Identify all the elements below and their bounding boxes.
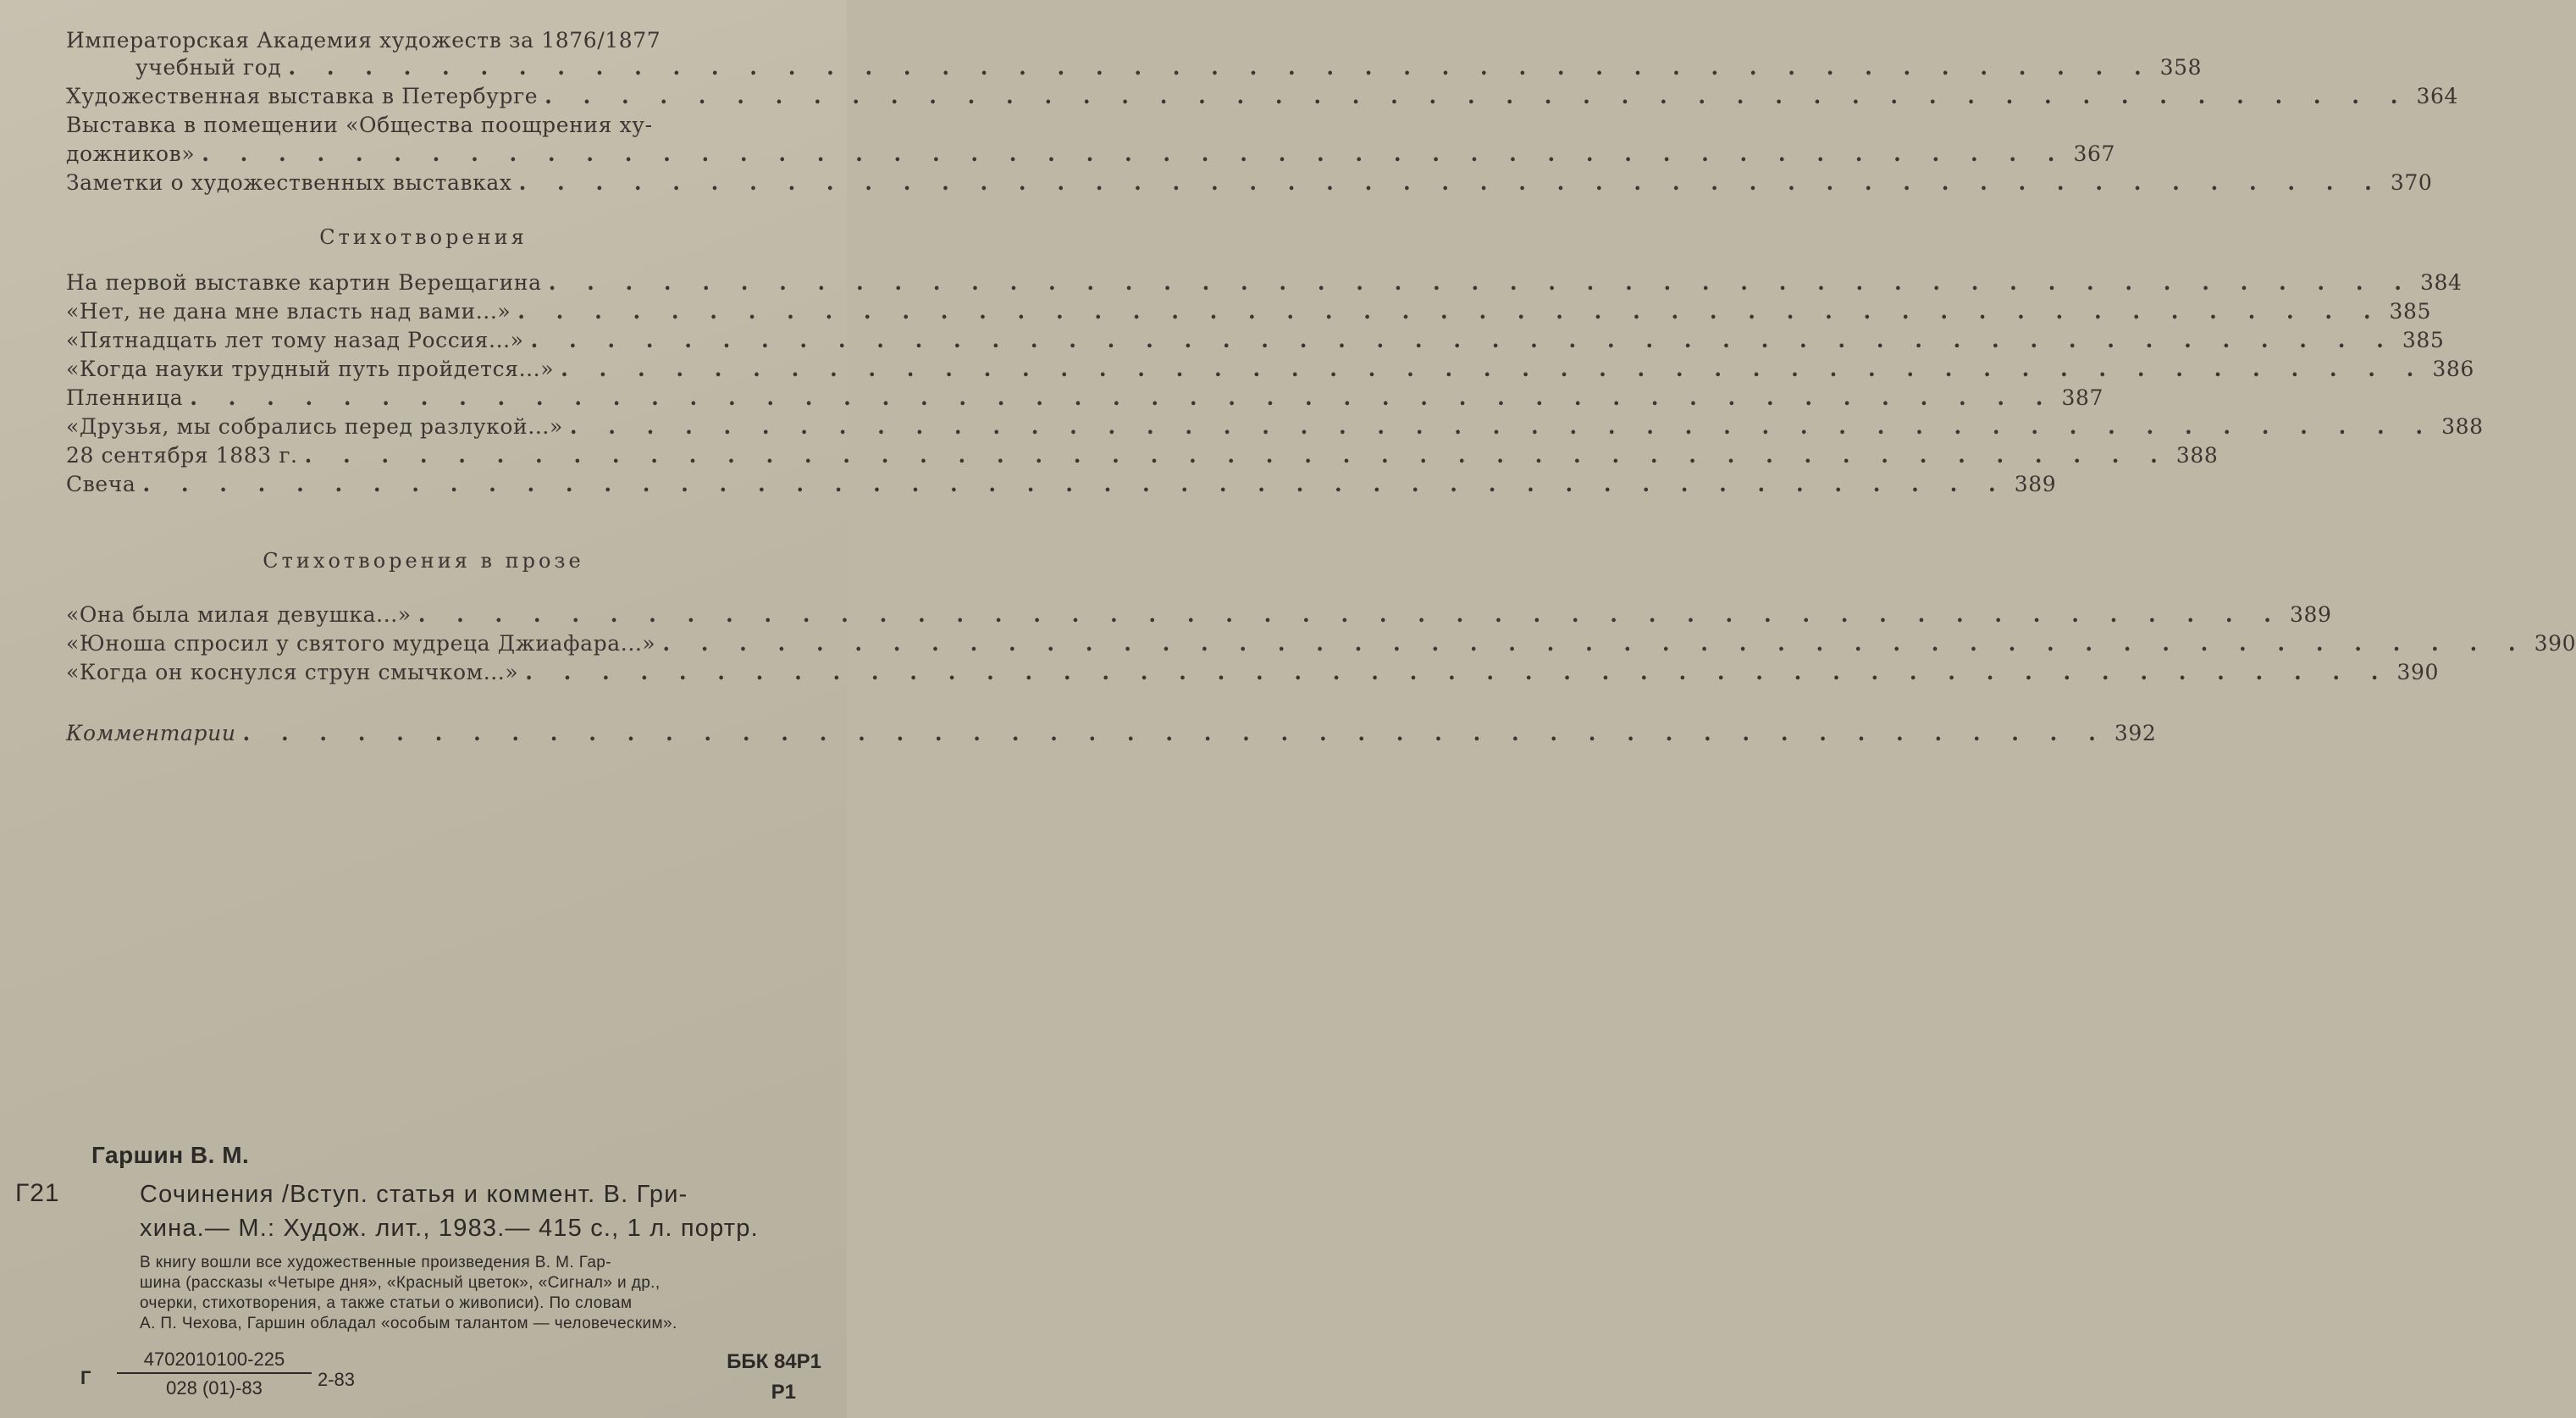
leader-dots: . . . . . . . . . . . . . . . . . . . . . . . . . . . . . . . . . . . . . . . . . . . . . . . . . (525, 660, 2391, 684)
toc-entry-academy (135, 53, 2203, 83)
leader-dots: . . . . . . . . . . . . . . . . . . . . . . . . . . . . . . . . . . . . . . . . . . . . . . . . . (242, 721, 2108, 745)
toc-entry-society (66, 139, 2116, 169)
toc-page-number: 385 (2389, 299, 2432, 324)
leader-dots: . . . . . . . . . . . . . . . . . . . . . . . . . . . . . . . . . . . . . . . . . . . . . . . . . (518, 170, 2384, 195)
catalog-author: Гаршин В. М. (91, 1142, 250, 1168)
toc-entry-title: 28 сентября 1883 г. (66, 443, 298, 468)
toc-entry-title: «Когда науки трудный путь пройдется...» (66, 357, 555, 381)
toc-page-number: 388 (2441, 414, 2484, 439)
toc-page-number: 386 (2432, 357, 2474, 381)
catalog-annotation-line: очерки, стихотворения, а также статьи о живописи). По словам (140, 1294, 633, 1312)
toc-page-number: 390 (2396, 660, 2440, 684)
catalog-mark: 2-83 (318, 1369, 356, 1390)
toc-page-number: 370 (2390, 170, 2433, 195)
toc-entry-title: «Она была милая девушка...» (66, 602, 412, 627)
toc-prose (66, 629, 2576, 659)
toc-page-number: 367 (2073, 141, 2116, 166)
toc-page-number: 358 (2159, 55, 2203, 80)
toc-page-number: 389 (2289, 602, 2332, 627)
leader-dots: . . . . . . . . . . . . . . . . . . . . . . . . . . . . . . . . . . . . . . . . . . . . . . . . . (569, 414, 2435, 439)
toc-page-number: 384 (2419, 270, 2463, 295)
leader-dots: . . . . . . . . . . . . . . . . . . . . . . . . . . . . . . . . . . . . . . . . . . . . . . . . . (288, 55, 2153, 80)
toc-entry-exhibition (66, 81, 2458, 112)
leader-dots: . . . . . . . . . . . . . . . . . . . . . . . . . . . . . . . . . . . . . . . . . . . . . . . . . (417, 602, 2283, 627)
catalog-annotation-line: шина (рассказы «Четыре дня», «Красный цветок», «Сигнал» и др., (140, 1274, 661, 1292)
leader-dots: . . . . . . . . . . . . . . . . . . . . . . . . . . . . . . . . . . . . . . . . . . . . . . . . . (202, 141, 2067, 166)
leader-dots: . . . . . . . . . . . . . . . . . . . . . . . . . . . . . . . . . . . . . . . . . . . . . . . . . (142, 472, 2008, 496)
toc-page-number: 389 (2014, 472, 2057, 496)
toc-poem (66, 440, 2219, 471)
toc-entry-academy-line1: Императорская Академия художеств за 1876/1877 (66, 28, 661, 53)
leader-dots: . . . . . . . . . . . . . . . . . . . . . . . . . . . . . . . . . . . . . . . . . . . . . . . . . (548, 270, 2413, 295)
toc-entry-title: Свеча (66, 472, 136, 496)
section-heading-poems: Стихотворения (319, 225, 528, 249)
toc-entry-title: «Юноша спросил у святого мудреца Джиафара...» (66, 631, 656, 656)
toc-entry-society-line1: Выставка в помещении «Общества поощрения ху- (66, 113, 653, 137)
toc-prose (66, 600, 2332, 630)
toc-poem (66, 296, 2432, 327)
toc-poem (66, 325, 2445, 356)
toc-page-number: 385 (2402, 328, 2445, 352)
fraction-denominator: 028 (01)-83 (166, 1377, 263, 1399)
catalog-index-letter: Г (80, 1367, 91, 1388)
toc-page-number: 364 (2416, 84, 2458, 108)
toc-prose (66, 657, 2440, 688)
leader-dots: . . . . . . . . . . . . . . . . . . . . . . . . . . . . . . . . . . . . . . . . . . . . . . . . . (662, 631, 2528, 656)
toc-commentary (66, 718, 2157, 749)
toc-entry-title: «Когда он коснулся струн смычком...» (66, 660, 519, 684)
toc-entry-title: дожников» (66, 141, 196, 166)
toc-poem (66, 354, 2474, 385)
toc-page-number: 390 (2534, 631, 2576, 656)
toc-poem (66, 412, 2484, 442)
toc-entry-title: Художественная выставка в Петербурге (66, 84, 539, 108)
toc-poem (66, 383, 2104, 413)
catalog-bbk: ББК 84Р1 (727, 1350, 821, 1373)
toc-page-number: 387 (2061, 385, 2104, 410)
toc-poem (66, 268, 2463, 298)
toc-entry-title: «Пятнадцать лет тому назад Россия...» (66, 328, 524, 352)
leader-dots: . . . . . . . . . . . . . . . . . . . . . . . . . . . . . . . . . . . . . . . . . . . . . . . . . (561, 357, 2426, 381)
toc-entry-title: «Нет, не дана мне власть над вами...» (66, 299, 511, 324)
leader-dots: . . . . . . . . . . . . . . . . . . . . . . . . . . . . . . . . . . . . . . . . . . . . . . . . . (530, 328, 2396, 352)
catalog-description-line1: Сочинения /Вступ. статья и коммент. В. Гри- (140, 1181, 688, 1208)
toc-entry-title: «Друзья, мы собрались перед разлукой...» (66, 414, 563, 439)
leader-dots: . . . . . . . . . . . . . . . . . . . . . . . . . . . . . . . . . . . . . . . . . . . . . . . . . (544, 84, 2410, 108)
catalog-annotation-line: В книгу вошли все художественные произведения В. М. Гар- (140, 1254, 611, 1271)
catalog-description-line2: хина.— М.: Худож. лит., 1983.— 415 с., 1 л. портр. (140, 1215, 759, 1242)
toc-entry-title: Пленница (66, 385, 184, 410)
toc-entry-title: учебный год (135, 55, 282, 80)
toc-page-number: 388 (2175, 443, 2219, 468)
leader-dots: . . . . . . . . . . . . . . . . . . . . . . . . . . . . . . . . . . . . . . . . . . . . . . . . . (517, 299, 2383, 324)
catalog-annotation-line: А. П. Чехова, Гаршин обладал «особым талантом — человеческим». (140, 1315, 677, 1332)
leader-dots: . . . . . . . . . . . . . . . . . . . . . . . . . . . . . . . . . . . . . . . . . . . . . . . . . (304, 443, 2170, 468)
toc-page-number: 392 (2114, 721, 2157, 745)
catalog-code: Г21 (15, 1179, 60, 1207)
fraction-numerator: 4702010100-225 (117, 1349, 312, 1374)
catalog-p1: Р1 (771, 1381, 796, 1404)
toc-entry-title: Заметки о художественных выставках (66, 170, 512, 195)
toc-entry-title: На первой выставке картин Верещагина (66, 270, 542, 295)
leader-dots: . . . . . . . . . . . . . . . . . . . . . . . . . . . . . . . . . . . . . . . . . . . . . . . . . (190, 385, 2055, 410)
toc-entry-notes (66, 168, 2433, 198)
section-heading-prose: Стихотворения в прозе (263, 549, 584, 573)
toc-poem (66, 469, 2057, 500)
catalog-index-fraction (117, 1349, 312, 1399)
toc-entry-title: Комментарии (66, 721, 236, 745)
